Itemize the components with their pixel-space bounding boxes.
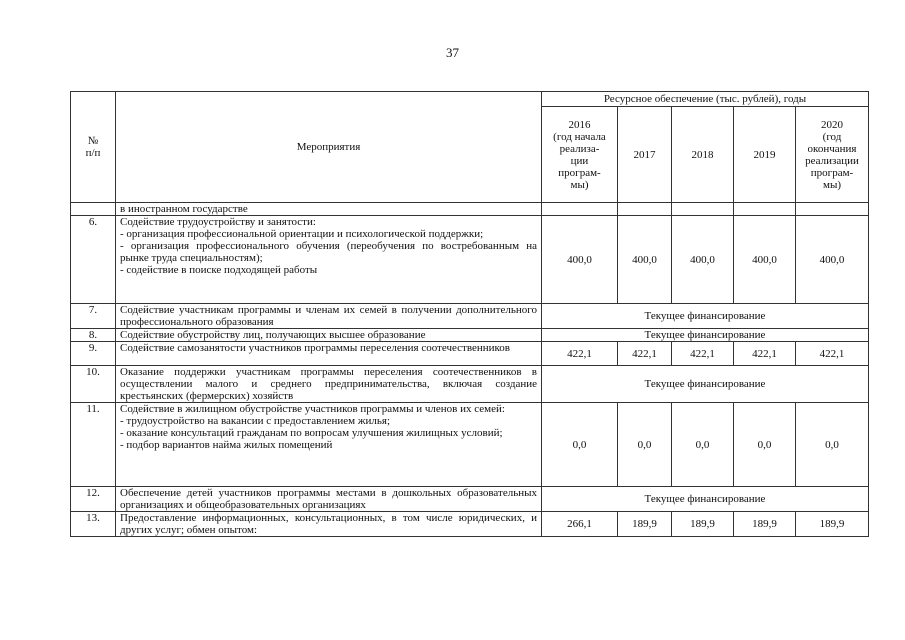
value-cell: 0,0 [734,403,796,487]
num-cell [71,203,116,216]
row-number: 10. [71,366,116,403]
event-line: Содействие трудоустройству и занятости: [120,216,316,228]
value-cell: 266,1 [542,512,618,537]
num-header-label: № п/п [85,135,101,159]
event-line: - организация профессионального обучения (переобучения по востребованным на рынке труда специальностям); [120,240,537,264]
value-cell: 400,0 [672,216,734,304]
value-cell: 422,1 [796,342,869,366]
value-cell: 422,1 [542,342,618,366]
event-description [116,304,542,329]
table-row [71,487,869,512]
current-financing-cell: Текущее финансирование [542,487,869,512]
continuation-cell: в иностранном государстве [116,203,542,216]
continuation-row [71,203,869,216]
resource-table [70,91,869,537]
event-description [116,403,542,487]
row-number: 11. [71,403,116,487]
year-header-2017 [618,107,672,203]
value-cell: 400,0 [542,216,618,304]
year-header-2018 [672,107,734,203]
event-description [116,342,542,366]
event-description [116,487,542,512]
value-cell: 422,1 [734,342,796,366]
value-cell: 0,0 [618,403,672,487]
resource-header-label: Ресурсное обеспечение (тыс. рублей), годы [603,93,807,105]
value-cell: 400,0 [618,216,672,304]
current-financing-cell: Текущее финансирование [542,366,869,403]
event-description [116,512,542,537]
num-header [71,92,116,203]
event-line: Содействие в жилищном обустройстве участников программы и членов их семей: [120,403,505,415]
value-cell: 0,0 [672,403,734,487]
resource-header [542,92,869,107]
value-cell: 189,9 [672,512,734,537]
event-line: Содействие участникам программы и членам их семей в получении дополнительного профессионального образования [120,304,537,328]
header-row [71,92,869,107]
event-header [116,92,542,203]
event-line: Обеспечение детей участников программы местами в дошкольных образовательных организациях и общеобразовательных организациях [120,487,537,511]
row-number: 6. [71,216,116,304]
value-cell: 400,0 [796,216,869,304]
empty-cell [672,203,734,216]
year-label: 2020 (год окончания реализации програм- мы) [805,118,859,191]
row-number: 13. [71,512,116,537]
event-line: Содействие обустройству лиц, получающих высшее образование [120,329,426,341]
value-cell: 422,1 [672,342,734,366]
event-line: Оказание поддержки участникам программы переселения соотечественников в осуществлении малого и среднего предпринимательства, включая создание крестьянских (фермерских) хозяйств [120,366,537,402]
empty-cell [542,203,618,216]
event-line: - оказание консультаций гражданам по вопросам улучшения жилищных условий; [120,427,503,439]
row-number: 9. [71,342,116,366]
page-number: 37 [446,45,459,60]
empty-cell [734,203,796,216]
year-header-2016 [542,107,618,203]
value-cell: 189,9 [618,512,672,537]
event-line: Содействие самозанятости участников программы переселения соотечественников [120,342,510,354]
row-number: 12. [71,487,116,512]
event-header-label: Мероприятия [296,141,361,153]
year-label: 2018 [691,148,714,161]
empty-cell [796,203,869,216]
year-header-2019 [734,107,796,203]
table-row [71,512,869,537]
year-label: 2016 (год начала реализа- ции програм- мы) [553,118,606,191]
table-row [71,304,869,329]
current-financing-cell: Текущее финансирование [542,329,869,342]
table-row [71,403,869,487]
value-cell: 189,9 [796,512,869,537]
event-line: - организация профессиональной ориентации и психологической поддержки; [120,228,484,240]
event-description [116,329,542,342]
year-label: 2017 [633,148,656,161]
event-description [116,366,542,403]
value-cell: 422,1 [618,342,672,366]
event-line: - содействие в поиске подходящей работы [120,264,318,276]
year-header-2020 [796,107,869,203]
empty-cell [618,203,672,216]
table-row [71,366,869,403]
value-cell: 400,0 [734,216,796,304]
year-label: 2019 [753,148,776,161]
value-cell: 0,0 [542,403,618,487]
event-line: Предоставление информационных, консультационных, в том числе юридических, и других услуг; обмен опытом: [120,512,537,536]
row-number: 8. [71,329,116,342]
event-description [116,216,542,304]
event-line: - подбор вариантов найма жилых помещений [120,439,333,451]
event-line: - трудоустройство на вакансии с предоставлением жилья; [120,415,390,427]
value-cell: 0,0 [796,403,869,487]
table-row [71,342,869,366]
table-row [71,329,869,342]
table-row [71,216,869,304]
current-financing-cell: Текущее финансирование [542,304,869,329]
value-cell: 189,9 [734,512,796,537]
row-number: 7. [71,304,116,329]
